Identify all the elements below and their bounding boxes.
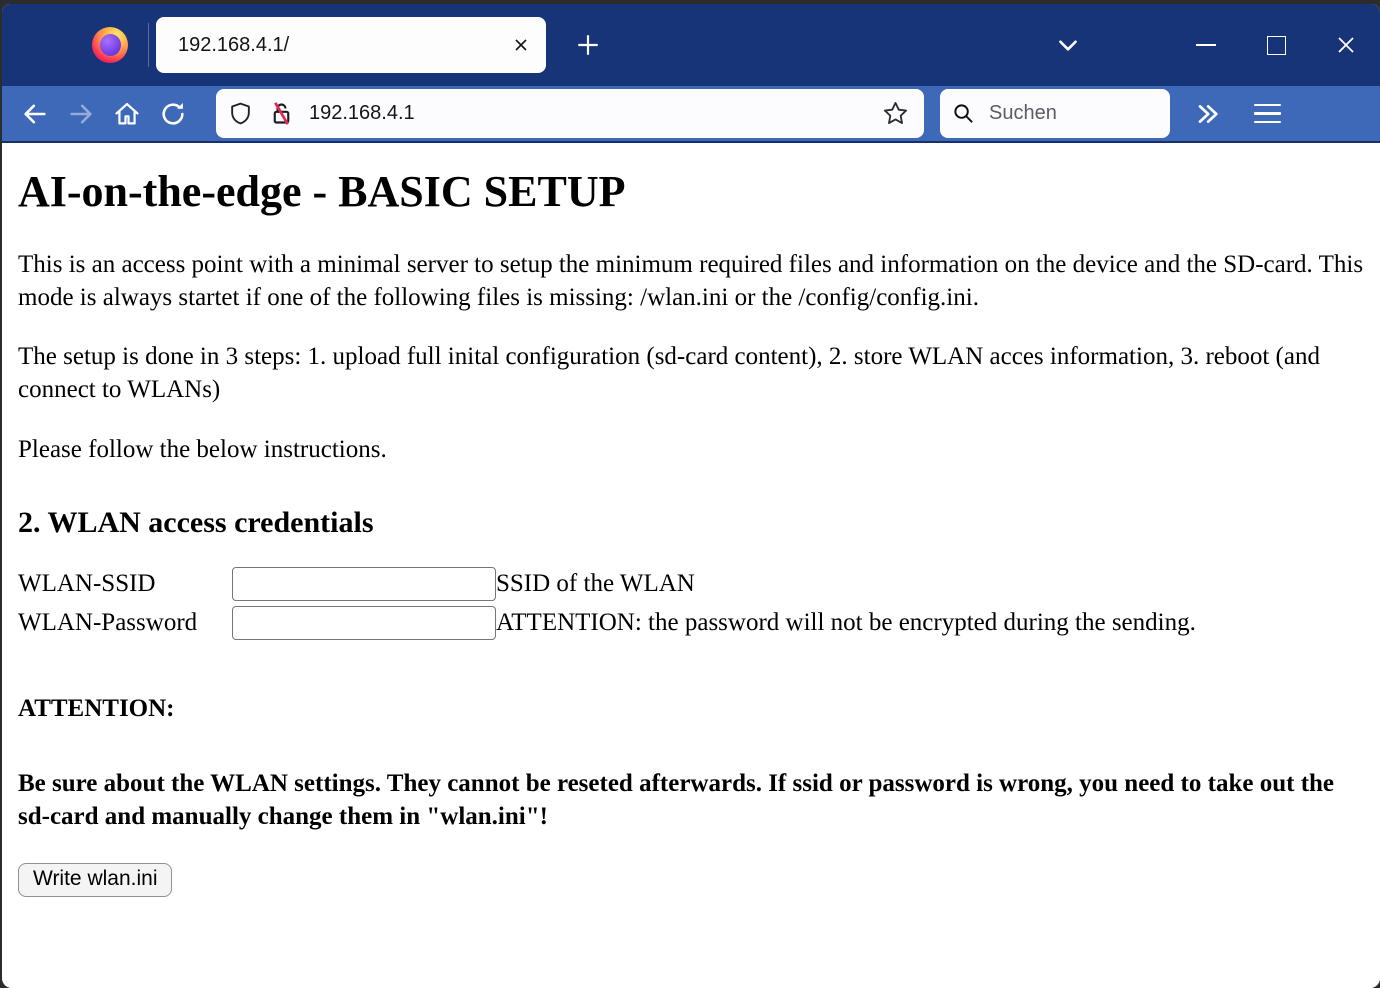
- tab-close-button[interactable]: [506, 30, 536, 60]
- wlan-credentials-form: [18, 562, 1196, 645]
- intro-paragraph-2: The setup is done in 3 steps: 1. upload full inital configuration (sd-card content), 2. store WLAN acces information, 3. reboot (and connect to WLANs): [18, 343, 1320, 404]
- wlan-ssid-input[interactable]: [232, 567, 496, 601]
- tab-separator: [148, 23, 149, 67]
- search-icon: [952, 102, 975, 125]
- minimize-icon: [1196, 44, 1216, 46]
- wlan-password-description: ATTENTION: the password will not be encrypted during the sending.: [496, 608, 1196, 636]
- table-row: [18, 606, 1196, 640]
- active-tab[interactable]: [156, 17, 546, 73]
- tab-bar: [2, 4, 1380, 86]
- section-title-wlan-credentials: 2. WLAN access credentials: [18, 505, 374, 539]
- wlan-password-input[interactable]: [232, 606, 496, 640]
- table-row: [18, 567, 1196, 601]
- close-window-button[interactable]: [1324, 25, 1368, 65]
- back-button[interactable]: [12, 92, 58, 136]
- url-bar[interactable]: [216, 89, 924, 138]
- insecure-lock-icon[interactable]: [268, 100, 295, 127]
- close-icon: [1335, 34, 1357, 56]
- extensions-overflow-button[interactable]: [1184, 92, 1230, 136]
- reload-icon: [159, 100, 187, 128]
- write-wlan-ini-button[interactable]: Write wlan.ini: [18, 863, 172, 897]
- search-input[interactable]: [987, 101, 1141, 126]
- shield-icon: [228, 101, 253, 126]
- double-chevron-right-icon: [1193, 100, 1221, 128]
- intro-paragraph-3: Please follow the below instructions.: [18, 435, 387, 463]
- home-icon: [113, 100, 141, 128]
- page-content: [2, 143, 1380, 988]
- forward-button[interactable]: [58, 92, 104, 136]
- tab-title: 192.168.4.1/: [178, 33, 290, 56]
- window-controls: [1184, 25, 1368, 65]
- star-icon: [882, 100, 909, 127]
- bookmark-star-button[interactable]: [878, 97, 912, 131]
- minimize-button[interactable]: [1184, 25, 1228, 65]
- new-tab-button[interactable]: [570, 27, 606, 63]
- firefox-view-button[interactable]: [86, 21, 134, 69]
- intro-paragraph-1: This is an access point with a minimal server to setup the minimum required files and information on the device and the SD-card. This mode is always startet if one of the following files is missing: /wlan.ini or the /config/config.ini.: [18, 250, 1364, 311]
- app-menu-button[interactable]: [1244, 92, 1290, 136]
- navigation-toolbar: [2, 86, 1380, 143]
- wlan-ssid-description: SSID of the WLAN: [496, 569, 695, 597]
- list-all-tabs-button[interactable]: [1044, 25, 1092, 65]
- attention-heading: ATTENTION:: [18, 694, 175, 722]
- wlan-ssid-label: WLAN-SSID: [18, 569, 156, 597]
- browser-window: [2, 4, 1380, 988]
- attention-warning-text: Be sure about the WLAN settings. They cannot be reseted afterwards. If ssid or password is wrong, you need to take out the sd-card and manually change them in "wlan.ini"!: [18, 769, 1335, 831]
- search-box[interactable]: [940, 89, 1170, 138]
- page-title: AI-on-the-edge - BASIC SETUP: [18, 167, 626, 216]
- firefox-icon: [92, 27, 128, 63]
- reload-button[interactable]: [150, 92, 196, 136]
- plus-icon: [575, 32, 601, 58]
- url-text: 192.168.4.1: [309, 102, 415, 124]
- maximize-button[interactable]: [1254, 25, 1298, 65]
- chevron-down-icon: [1055, 32, 1081, 58]
- close-icon: [513, 37, 529, 53]
- wlan-password-label: WLAN-Password: [18, 608, 198, 636]
- home-button[interactable]: [104, 92, 150, 136]
- maximize-icon: [1267, 36, 1286, 55]
- hamburger-icon: [1254, 104, 1281, 107]
- back-arrow-icon: [21, 100, 49, 128]
- forward-arrow-icon: [67, 100, 95, 128]
